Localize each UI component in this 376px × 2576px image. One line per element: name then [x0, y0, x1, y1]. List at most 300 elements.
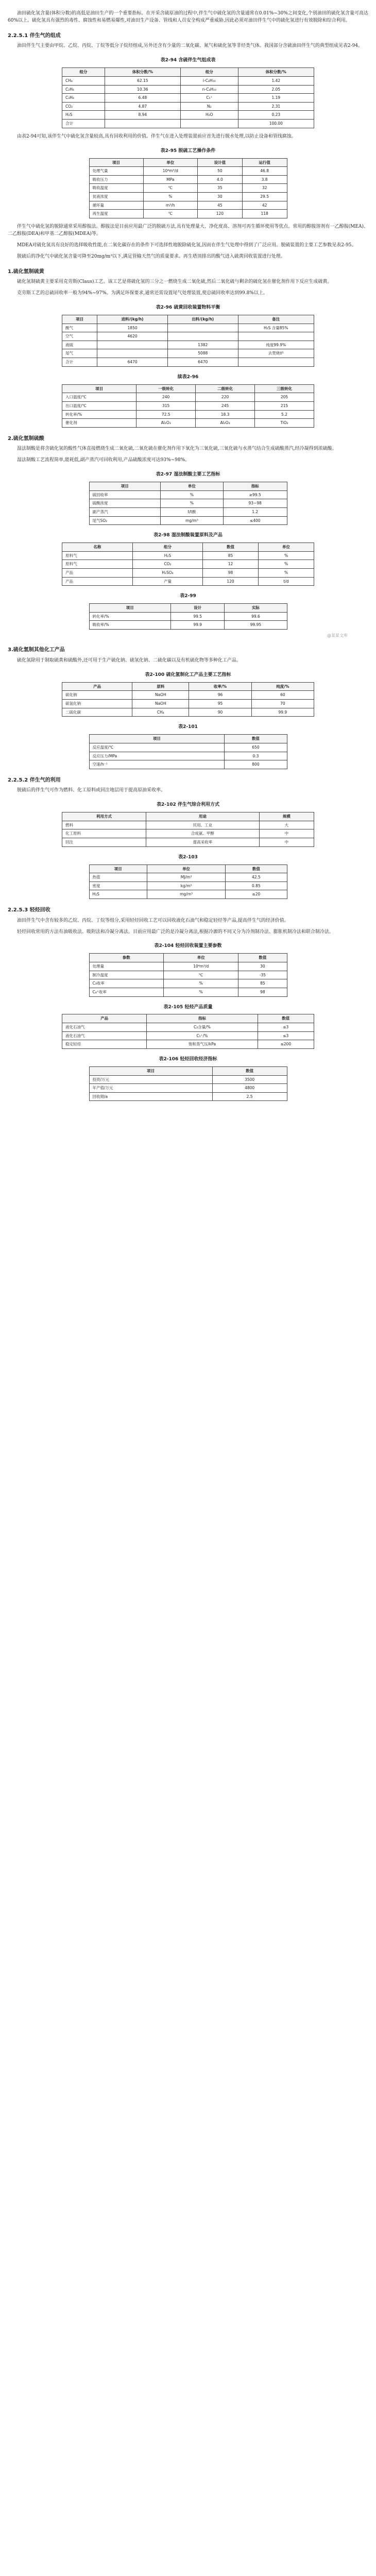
table-cell: 密度: [89, 882, 147, 890]
table-row: [89, 499, 287, 508]
column-header: 出料/(kg/h): [167, 315, 238, 324]
table-cell: 42.5: [226, 873, 287, 882]
table-cell: MPa: [143, 175, 197, 184]
table-row: [89, 882, 287, 890]
table-cell: 中: [259, 838, 314, 847]
table-row: [62, 111, 314, 120]
table-cell: 热值: [89, 873, 147, 882]
table-cell: 尾气SO₂: [89, 516, 160, 525]
table-row: [89, 979, 287, 988]
table-cell: mg/m³: [160, 516, 223, 525]
table-row: [62, 551, 314, 560]
table-cell: 99.95: [225, 621, 287, 630]
table-cell: 投资/万元: [89, 1075, 212, 1084]
table-cell: 18.3: [196, 410, 255, 419]
table-cell: ℃: [143, 184, 197, 193]
table-row: [62, 821, 314, 829]
table-cell: 5.2: [255, 410, 314, 419]
column-header: 三级转化: [255, 384, 314, 393]
column-header: 数值: [258, 1014, 314, 1023]
table-2-97: [89, 482, 287, 525]
table-cell: 1.42: [238, 76, 314, 85]
table-cell: CH₄: [132, 708, 189, 717]
table-cell: 32: [242, 184, 287, 193]
column-header: 用途: [146, 812, 260, 821]
table-cell: NaOH: [132, 700, 189, 708]
table-cell: 70: [251, 700, 314, 708]
table-cell: CO₂: [62, 102, 105, 111]
table-cell: 转化率/%: [89, 612, 171, 621]
paragraph: 由表2-94可知,该伴生气中硫化氢含量较高,具有回收利用的价值。伴生气在进入处理装置前应首先进行脱水处理,以防止设备和管线腐蚀。: [17, 133, 296, 139]
table-cell: 燃料: [62, 821, 146, 829]
table-row: [89, 193, 287, 201]
table-caption: 表2-101: [178, 724, 198, 730]
table-row: [62, 94, 314, 103]
table-2-102: [62, 812, 314, 847]
column-header: 项目: [62, 384, 136, 393]
column-header: 一级转化: [136, 384, 196, 393]
table-cell: [238, 332, 314, 341]
table-cell: 120: [198, 210, 243, 218]
table-cell: 空气: [62, 332, 97, 341]
table-cell: t/t酸: [160, 507, 223, 516]
table-cell: 原料气: [62, 551, 133, 560]
table-cell: n-C₄H₁₀: [181, 85, 238, 94]
table-2-96-cont: [62, 384, 314, 428]
table-cell: 245: [196, 401, 255, 410]
column-header: 备注: [238, 315, 314, 324]
table-cell: 50: [198, 167, 243, 176]
table-cell: 85: [238, 979, 287, 988]
table-cell: 29.5: [242, 193, 287, 201]
table-row: [62, 419, 314, 428]
table-cell: m³/h: [143, 201, 197, 210]
table-cell: 液化石油气: [62, 1031, 147, 1040]
column-header: 项目: [89, 735, 225, 743]
table-cell: 硫氢化钠: [62, 700, 132, 708]
table-caption: 表2-97 湿法制酸主要工艺指标: [156, 472, 220, 478]
table-cell: ℃: [143, 210, 197, 218]
table-caption: 表2-98 湿法制酸装置原料及产品: [153, 533, 223, 538]
table-cell: 240: [136, 393, 196, 402]
table-cell: 合成氨、甲醇: [146, 829, 260, 838]
table-cell: 0.23: [238, 111, 314, 120]
table-cell: 提高采收率: [146, 838, 260, 847]
table-cell: 98: [203, 569, 259, 578]
table-row: [89, 490, 287, 499]
table-cell: 30: [238, 962, 287, 971]
table-cell: 回注: [62, 838, 146, 847]
table-cell: 酸气: [62, 324, 97, 332]
table-cell: 年产值/万元: [89, 1084, 212, 1093]
table-row: [89, 743, 287, 752]
table-row: [89, 167, 287, 176]
table-cell: 98: [238, 988, 287, 996]
table-cell: ≤20: [226, 890, 287, 899]
table-cell: 2.05: [238, 85, 314, 94]
paragraph: 伴生气中硫化氢的脱除通常采用醇胺法。醇胺法是目前应用最广泛的脱硫方法,具有处理量大、净化度高、溶剂可再生循环使用等优点。常用的醇胺溶剂有一乙醇胺(MEA)、二乙醇胺(DEA)和甲基二乙醇胺(MDEA)等。: [8, 224, 368, 236]
table-2-104: [89, 953, 287, 996]
table-cell: 0.85: [226, 882, 287, 890]
column-header: 单位: [259, 543, 314, 552]
table-cell: C₂H₆: [62, 85, 105, 94]
table-cell: 合计: [62, 120, 105, 128]
table-header-row: [89, 482, 287, 491]
table-row: [62, 691, 314, 700]
table-cell: C₂含量/%: [147, 1023, 258, 1032]
section-heading: 2.2.5.3 轻烃回收: [8, 907, 50, 913]
table-caption: 表2-103: [178, 854, 198, 860]
table-row: [62, 708, 314, 717]
column-header: 体积分数/%: [238, 68, 314, 77]
table-cell: t/d: [259, 577, 314, 586]
table-cell: 硫酸浓度: [89, 499, 160, 508]
table-cell: 95: [189, 700, 251, 708]
column-header: 运行值: [242, 158, 287, 167]
table-cell: 1850: [97, 324, 168, 332]
table-cell: 硫回收率: [89, 490, 160, 499]
table-row: [62, 410, 314, 419]
table-cell: 转化率/%: [62, 410, 136, 419]
table-header-row: [89, 158, 287, 167]
table-row: [89, 612, 287, 621]
table-cell: 处理气量: [89, 167, 143, 176]
column-header: 项目: [89, 158, 143, 167]
table-row: [89, 210, 287, 218]
table-cell: 中: [259, 829, 314, 838]
table-cell: [105, 120, 180, 128]
table-header-row: [89, 735, 287, 743]
table-cell: 35: [198, 184, 243, 193]
table-cell: 118: [242, 210, 287, 218]
table-row: [89, 201, 287, 210]
table-cell: 处理量: [89, 962, 164, 971]
table-cell: ≤400: [223, 516, 287, 525]
table-caption: 表2-106 轻烃回收经济指标: [159, 1056, 217, 1062]
paragraph: 硫化氢制硫黄主要采用克劳斯(Claus)工艺。该工艺是将硫化氢的三分之一燃烧生成二氧化硫,然后二氧化硫与剩余的硫化氢在催化剂作用下反应生成硫黄。: [17, 279, 332, 285]
table-row: [62, 341, 314, 349]
table-cell: 215: [255, 401, 314, 410]
table-row: [62, 401, 314, 410]
table-cell: 去焚烧炉: [238, 349, 314, 358]
table-caption: 表2-100 硫化氢制化工产品主要工艺指标: [145, 672, 231, 677]
table-cell: 液硫: [62, 341, 97, 349]
column-header: 数值: [203, 543, 259, 552]
table-row: [62, 577, 314, 586]
table-row: [62, 829, 314, 838]
table-row: [89, 890, 287, 899]
table-cell: H₂SO₄: [132, 569, 202, 578]
table-cell: %: [160, 490, 223, 499]
table-cell: [238, 358, 314, 367]
table-cell: 315: [136, 401, 196, 410]
table-cell: 尾气: [62, 349, 97, 358]
table-cell: Al₂O₃: [196, 419, 255, 428]
table-cell: C₃收率: [89, 979, 164, 988]
table-cell: C₅⁺/%: [147, 1031, 258, 1040]
table-cell: C₄⁺收率: [89, 988, 164, 996]
table-row: [89, 1092, 287, 1101]
table-cell: 6.48: [105, 94, 180, 103]
table-cell: 72.5: [136, 410, 196, 419]
table-row: [62, 1040, 314, 1049]
table-cell: 1.19: [238, 94, 314, 103]
column-header: 项目: [62, 315, 97, 324]
column-header: 纯度/%: [251, 682, 314, 691]
table-cell: CH₄: [62, 76, 105, 85]
table-2-98: [62, 543, 314, 586]
table-header-row: [62, 1014, 314, 1023]
table-cell: ≤200: [258, 1040, 314, 1049]
column-header: 项目: [89, 1066, 212, 1075]
table-header-row: [89, 1066, 287, 1075]
table-2-101: [89, 734, 287, 769]
table-cell: N₂: [181, 102, 238, 111]
table-cell: 空速/h⁻¹: [89, 760, 225, 769]
table-cell: 800: [225, 760, 287, 769]
column-header: 名称: [62, 543, 133, 552]
section-heading: 2.硫化氢制硫酸: [8, 435, 44, 442]
column-header: 单位: [164, 954, 238, 962]
table-cell: %: [259, 560, 314, 569]
table-cell: MJ/m³: [147, 873, 225, 882]
column-header: 规模: [259, 812, 314, 821]
table-cell: 硫化钠: [62, 691, 132, 700]
table-cell: [97, 349, 168, 358]
table-caption: 表2-96 硫黄回收装置物料平衡: [156, 305, 220, 310]
table-cell: H₂O: [181, 111, 238, 120]
section-heading: 2.2.5.1 伴生气的组成: [8, 32, 61, 39]
table-row: [62, 358, 314, 367]
table-cell: 反应温度/℃: [89, 743, 225, 752]
table-cell: 8.94: [105, 111, 180, 120]
table-header-row: [62, 315, 314, 324]
table-row: [62, 1023, 314, 1032]
table-cell: 45: [198, 201, 243, 210]
table-cell: 吸收温度: [89, 184, 143, 193]
paragraph: 克劳斯工艺的总硫回收率一般为94%~97%。为满足环保要求,通常还需设置尾气处理装置,使总硫回收率达到99.8%以上。: [17, 291, 268, 296]
table-cell: CO₂: [132, 560, 202, 569]
column-header: 指标: [223, 482, 287, 491]
table-cell: 3.8: [242, 175, 287, 184]
table-cell: kg/m³: [147, 882, 225, 890]
paragraph: MDEA对硫化氢具有良好的选择吸收性能,在二氧化碳存在的条件下可选择性地脱除硫化氢,因而在伴生气处理中得到了广泛应用。脱硫装置的主要工艺参数见表2-95。: [17, 242, 356, 248]
table-cell: ℃: [164, 971, 238, 979]
table-cell: 99.6: [225, 612, 287, 621]
table-cell: -35: [238, 971, 287, 979]
table-row: [62, 838, 314, 847]
table-row: [89, 971, 287, 979]
table-cell: 产品: [62, 569, 133, 578]
watermark: @某某文库: [327, 633, 348, 638]
table-cell: 入口温度/℃: [62, 393, 136, 402]
table-cell: 60: [251, 691, 314, 700]
table-row: [89, 507, 287, 516]
table-cell: %: [259, 551, 314, 560]
column-header: 产品: [62, 682, 132, 691]
table-2-100: [62, 682, 314, 717]
column-header: 进料/(kg/h): [97, 315, 168, 324]
table-cell: 4800: [212, 1084, 287, 1093]
paragraph: 硫化氢除用于制取硫黄和硫酸外,还可用于生产硫化钠、硫氢化钠、二硫化碳以及有机硫化物等多种化工产品。: [17, 657, 241, 663]
column-header: 组分: [181, 68, 238, 77]
table-cell: 二硫化碳: [62, 708, 132, 717]
column-header: 体积分数/%: [105, 68, 180, 77]
table-caption: 表2-104 轻烃回收装置主要参数: [154, 943, 222, 949]
table-header-row: [62, 682, 314, 691]
table-cell: 10.36: [105, 85, 180, 94]
table-cell: 2.31: [238, 102, 314, 111]
table-cell: 1.2: [223, 507, 287, 516]
table-cell: H₂S 含量85%: [238, 324, 314, 332]
table-cell: 吸收压力: [89, 175, 143, 184]
table-cell: Al₂O₃: [136, 419, 196, 428]
paragraph: 湿法制酸工艺流程简单,能耗低,副产蒸汽可回收利用,产品硫酸浓度可达93%~98%。: [17, 457, 190, 463]
table-cell: 再生温度: [89, 210, 143, 218]
table-2-103: [89, 865, 287, 900]
table-cell: 205: [255, 393, 314, 402]
table-cell: 10⁴m³/d: [164, 962, 238, 971]
table-cell: %: [259, 569, 314, 578]
column-header: 项目: [89, 865, 147, 873]
table-row: [89, 516, 287, 525]
table-cell: 93~98: [223, 499, 287, 508]
table-cell: H₂S: [89, 890, 147, 899]
table-cell: mg/m³: [147, 890, 225, 899]
table-row: [62, 700, 314, 708]
table-row: [62, 102, 314, 111]
table-cell: 纯度99.9%: [238, 341, 314, 349]
table-cell: 2.5: [212, 1092, 287, 1101]
table-row: [62, 393, 314, 402]
table-cell: 原料气: [62, 560, 133, 569]
paragraph: 脱硫后的净化气中硫化氢含量可降至20mg/m³以下,满足管输天然气的质量要求。再生塔顶排出的酸气进入硫黄回收装置进行处理。: [17, 253, 285, 259]
table-2-96: [62, 315, 314, 367]
table-cell: 贫液浓度: [89, 193, 143, 201]
table-cell: 650: [225, 743, 287, 752]
column-header: 二级转化: [196, 384, 255, 393]
paragraph: 湿法制酸是将含硫化氢的酸性气体直接燃烧生成二氧化硫,二氧化硫在催化剂作用下氧化为三氧化硫,三氧化硫与水蒸气结合生成硫酸蒸汽,经冷凝得到浓硫酸。: [17, 446, 337, 452]
section-heading: 2.2.5.2 伴生气的利用: [8, 777, 61, 783]
table-cell: 6470: [167, 358, 238, 367]
table-cell: 出口温度/℃: [62, 401, 136, 410]
table-cell: NaOH: [132, 691, 189, 700]
table-cell: [167, 332, 238, 341]
table-cell: 99.9: [251, 708, 314, 717]
table-header-row: [89, 865, 287, 873]
column-header: 数值: [226, 865, 287, 873]
table-caption: 表2-99: [180, 594, 196, 599]
table-cell: 循环量: [89, 201, 143, 210]
intro-paragraph: 油田硫化氢含量(体积分数)的高低是油田生产的一个重要指标。在开采含硫原油的过程中,伴生气中硫化氢的含量通常在0.01%~30%之间变化,个别油田的硫化氢含量可高达60%以上。硫化氢具有强烈的毒性、腐蚀性和易燃易爆性,对油田生产设备、管线和人员安全构成严重威胁,因此必须对油田伴生气中的硫化氢进行有效脱除和综合利用。: [8, 11, 368, 23]
table-cell: 4.87: [105, 102, 180, 111]
table-caption: 表2-102 伴生气综合利用方式: [157, 802, 219, 808]
paragraph: 油田伴生气中含有较多的乙烷、丙烷、丁烷等组分,采用轻烃回收工艺可以回收液化石油气和稳定轻烃等产品,提高伴生气的经济价值。: [17, 918, 289, 923]
table-cell: %: [164, 979, 238, 988]
column-header: 组分: [132, 543, 202, 552]
section-heading: 1.硫化氢制硫黄: [8, 268, 44, 275]
table-cell: 30: [198, 193, 243, 201]
table-caption: 表2-94 含硫伴生气组成表: [160, 58, 216, 63]
table-row: [89, 873, 287, 882]
table-cell: 99.9: [171, 621, 225, 630]
table-row: [62, 560, 314, 569]
column-header: 单位: [147, 865, 225, 873]
table-2-105: [62, 1014, 314, 1049]
table-cell: 化工原料: [62, 829, 146, 838]
table-cell: 120: [203, 577, 259, 586]
table-cell: 4.0: [198, 175, 243, 184]
table-row: [89, 760, 287, 769]
table-header-row: [62, 68, 314, 77]
column-header: 项目: [89, 482, 160, 491]
table-row: [89, 1084, 287, 1093]
table-cell: %: [143, 193, 197, 201]
table-cell: 吸收率/%: [89, 621, 171, 630]
table-cell: ≥99.5: [223, 490, 287, 499]
table-cell: 副产蒸汽: [89, 507, 160, 516]
document-page: [8, 0, 368, 1122]
table-cell: 1382: [167, 341, 238, 349]
table-header-row: [62, 543, 314, 552]
paragraph: 轻烃回收常用的方法有油吸收法、吸附法和冷凝分离法。目前应用最广泛的是冷凝分离法,根据冷源的不同又分为冷剂制冷法、膨胀机制冷法和联合制冷法。: [17, 929, 334, 935]
section-heading: 3.硫化氢制其他化工产品: [8, 647, 65, 653]
table-row: [89, 752, 287, 760]
column-header: 设计: [171, 604, 225, 613]
table-row: [89, 988, 287, 996]
column-header: 产品: [62, 1014, 147, 1023]
table-header-row: [62, 812, 314, 821]
table-cell: 产量: [132, 577, 202, 586]
table-2-99: [89, 603, 287, 630]
table-cell: 6470: [97, 358, 168, 367]
table-cell: 90: [189, 708, 251, 717]
column-header: 项目: [89, 604, 171, 613]
table-cell: 96: [189, 691, 251, 700]
column-header: 参数: [89, 954, 164, 962]
table-row: [89, 184, 287, 193]
table-row: [62, 349, 314, 358]
table-cell: 反应压力/MPa: [89, 752, 225, 760]
table-cell: [181, 120, 238, 128]
paragraph: 油田伴生气主要由甲烷、乙烷、丙烷、丁烷等低分子烷烃组成,另外还含有少量的二氧化碳、氮气和硫化氢等非烃类气体。我国部分含硫油田伴生气的典型组成见表2-94。: [17, 43, 363, 49]
table-caption: 表2-95 脱硫工艺操作条件: [160, 148, 216, 154]
column-header: 设计值: [198, 158, 243, 167]
table-cell: 3500: [212, 1075, 287, 1084]
table-cell: 220: [196, 393, 255, 402]
table-2-95: [89, 158, 287, 218]
column-header: 收率/%: [189, 682, 251, 691]
table-cell: 5088: [167, 349, 238, 358]
table-cell: 46.8: [242, 167, 287, 176]
table-cell: [97, 341, 168, 349]
table-cell: i-C₄H₁₀: [181, 76, 238, 85]
table-cell: 85: [203, 551, 259, 560]
column-header: 指标: [147, 1014, 258, 1023]
table-row: [89, 962, 287, 971]
table-cell: 液化石油气: [62, 1023, 147, 1032]
table-header-row: [62, 384, 314, 393]
table-cell: 稳定轻烃: [62, 1040, 147, 1049]
table-row: [62, 1031, 314, 1040]
column-header: 数值: [238, 954, 287, 962]
paragraph: 脱硫后的伴生气可作为燃料、化工原料或回注地层用于提高原油采收率。: [17, 788, 166, 793]
table-caption: 表2-105 轻烃产品质量: [163, 1004, 213, 1010]
table-cell: [167, 324, 238, 332]
table-cell: ≤3: [258, 1031, 314, 1040]
table-row: [89, 1075, 287, 1084]
table-row: [89, 175, 287, 184]
